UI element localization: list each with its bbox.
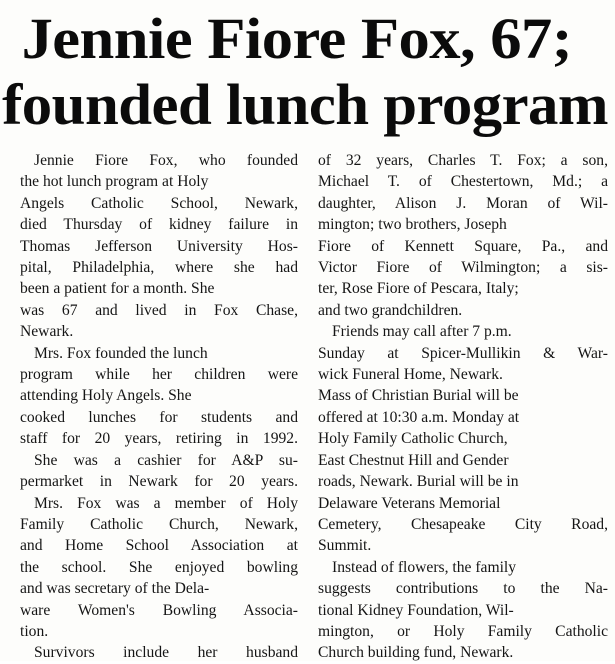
article-text-line: roads, Newark. Burial will be in	[318, 473, 519, 491]
article-text-line: Victor Fiore of Wilmington; a sis-	[318, 259, 608, 277]
article-text-line: died Thursday of kidney failure in	[20, 216, 298, 234]
headline-line-2: founded lunch program	[2, 72, 609, 137]
article-text-line: the school. She enjoyed bowling	[20, 558, 298, 576]
article-text-line: mington, or Holy Family Catholic	[318, 622, 608, 640]
article-text-line: Angels Catholic School, Newark,	[20, 194, 298, 212]
article-text-line: cooked lunches for students and	[20, 408, 298, 426]
article-text-line: attending Holy Angels. She	[20, 387, 192, 405]
article-text-line: tion.	[20, 622, 49, 640]
article-text-line: offered at 10:30 a.m. Monday at	[318, 408, 520, 426]
headline	[0, 6, 615, 138]
article-text-line: and two grandchildren.	[318, 301, 463, 319]
article-text-line: Jennie Fiore Fox, who founded	[34, 152, 298, 169]
article-text-line: was 67 and lived in Fox Chase,	[20, 301, 298, 319]
article-text-line: Mrs. Fox founded the lunch	[34, 344, 208, 362]
article-text-line: Survivors include her husband	[34, 644, 298, 662]
article-text-line: tional Kidney Foundation, Wil-	[318, 601, 514, 619]
article-text-line: Family Catholic Church, Newark,	[20, 515, 298, 533]
article-text-line: ter, Rose Fiore of Pescara, Italy;	[318, 280, 519, 298]
article-text-line: Sunday at Spicer-Mullikin & War-	[318, 344, 608, 362]
article-text-line: suggests contributions to the Na-	[318, 580, 608, 598]
article-text-line: been a patient for a month. She	[20, 280, 215, 298]
article-text-line: Cemetery, Chesapeake City Road,	[318, 515, 608, 533]
article-text-line: Summit.	[318, 537, 372, 555]
article-text-line: Holy Family Catholic Church,	[318, 430, 508, 448]
article-text-line: Thomas Jefferson University Hos-	[20, 237, 298, 255]
article-text-line: Newark.	[20, 323, 74, 341]
article-text-line: pital, Philadelphia, where she had	[20, 259, 298, 277]
article-text-line: Mrs. Fox was a member of Holy	[34, 494, 298, 512]
article-text-line: and Home School Association at	[20, 537, 298, 555]
article-text-line: staff for 20 years, retiring in 1992.	[20, 430, 298, 448]
article-text-line: the hot lunch program at Holy	[20, 173, 209, 191]
article-text-line: Mass of Christian Burial will be	[318, 387, 519, 405]
article-text-line: Church building fund, Newark.	[318, 644, 514, 662]
article-text-line: She was a cashier for A&P su-	[34, 451, 298, 469]
article-body	[20, 150, 615, 662]
article-text-line: permarket in Newark for 20 years.	[20, 473, 298, 491]
article-text-line: Fiore of Kennett Square, Pa., and	[318, 237, 608, 255]
article-text-line: and was secretary of the Dela-	[20, 580, 210, 598]
article-text-line: mington; two brothers, Joseph	[318, 216, 507, 234]
article-text-line: Friends may call after 7 p.m.	[332, 323, 512, 341]
article-text-line: Delaware Veterans Memorial	[318, 494, 501, 512]
article-text-line: program while her children were	[20, 366, 298, 384]
article-text-line: wick Funeral Home, Newark.	[318, 366, 503, 384]
article-text-line: ware Women's Bowling Associa-	[20, 601, 298, 619]
article-text-line: daughter, Alison J. Moran of Wil-	[318, 194, 608, 212]
left-column	[20, 150, 298, 664]
article-text-line: Instead of flowers, the family	[332, 558, 517, 576]
headline-line-1: Jennie Fiore Fox, 67;	[21, 6, 572, 71]
article-text-line: East Chestnut Hill and Gender	[318, 451, 509, 469]
right-column	[318, 150, 608, 664]
article-text-line: Michael T. of Chestertown, Md.; a	[318, 173, 608, 191]
article-text-line: of 32 years, Charles T. Fox; a son,	[318, 152, 608, 169]
